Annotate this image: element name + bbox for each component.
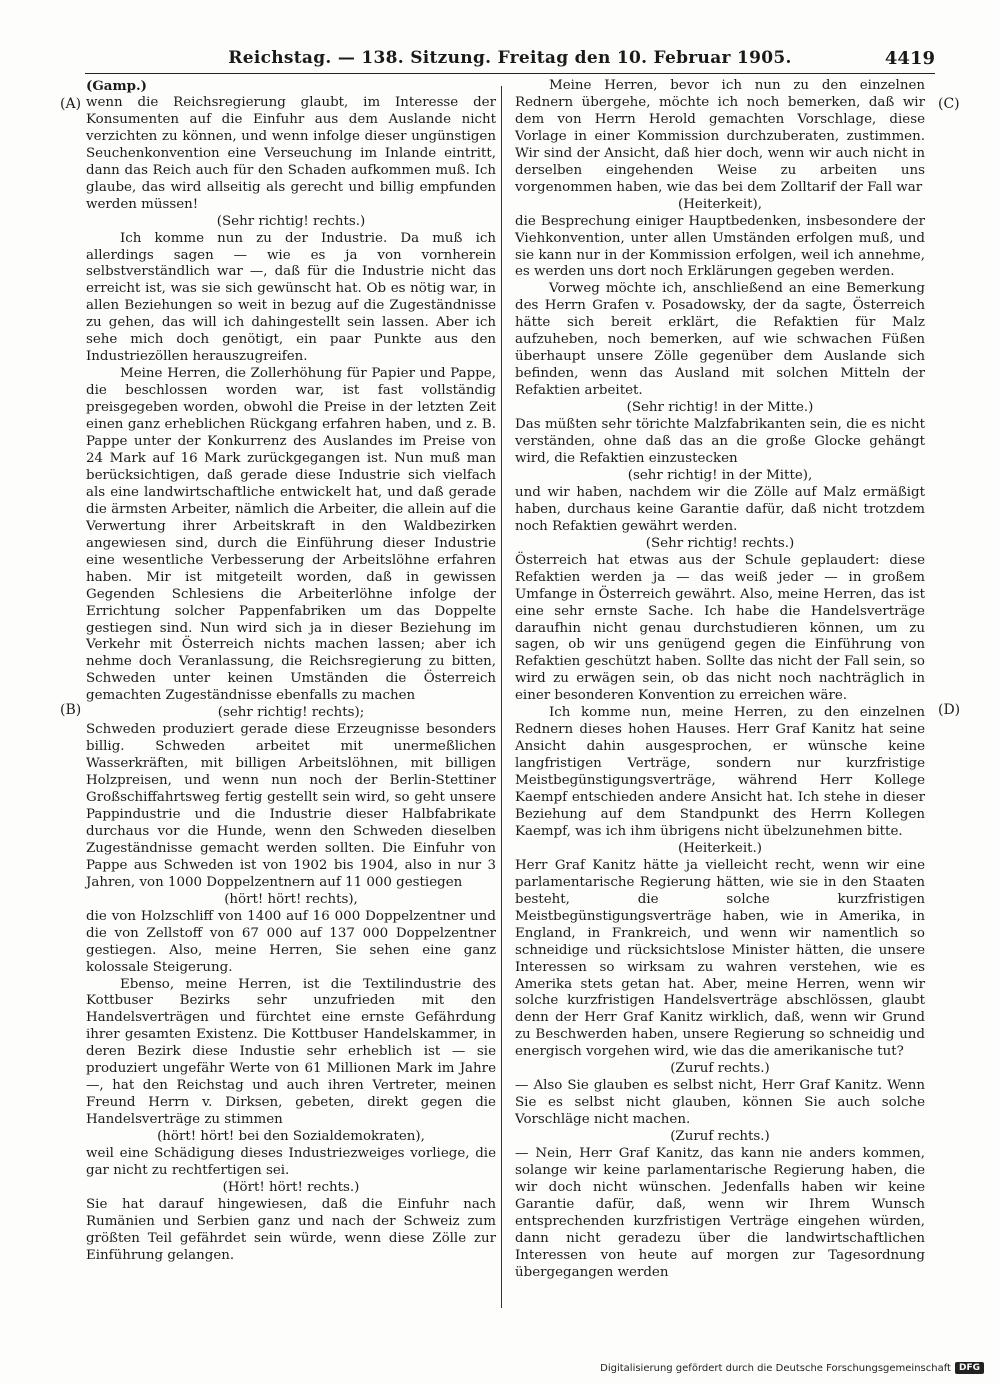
paragraph: weil eine Schädigung dieses Industriezweiges vorliege, die gar nicht zu rechtfertigen sei. [86, 1146, 496, 1178]
interjection: (Sehr richtig! in der Mitte.) [626, 400, 814, 416]
paragraph: und wir haben, nachdem wir die Zölle auf Malz ermäßigt haben, durchaus keine Garantie dafür, daß nicht trotzdem noch Refaktien gewährt werden. [515, 484, 925, 534]
paragraph: wenn die Reichsregierung glaubt, im Interesse der Konsumenten auf die Einfuhr aus dem Auslande nicht verzichten zu können, und wenn infolge dieser ungünstigen Seuchenkonvention eine Verseuchung im Inlande eintritt, dann das Reich auch für den Schaden aufkommen muß. Ich glaube, das wird allseitig als gerecht und billig empfunden werden müssen! [86, 94, 496, 212]
interjection: (Hört! hört! rechts.) [222, 1179, 360, 1195]
page-header [85, 48, 935, 72]
paragraph: Meine Herren, die Zollerhöhung für Papier und Pappe, die beschlossen worden war, ist fast vollständig preisgegeben worden, obwohl die Preise in der letzten Zeit einen ganz erheblichen Rückgang erfahren haben, und z. B. Pappe unter der Konkurrenz des Auslandes im Preise von 24 Mark auf 16 Mark zurückgegangen ist. Nun muß man berücksichtigen, daß gerade diese Industrie sich vielfach als eine landwirtschaftliche entwickelt hat, und daß gerade die ärmsten Arbeiter, nämlich die Arbeiter, die allein auf die Verwertung ihrer Arbeitskraft in den Waldbezirken angewiesen sind, durch die Einführung dieser Industrie eine wesentliche Verbesserung der Arbeitslöhne erfahren haben. Mir ist mitgeteilt worden, daß in gewissen Gegenden Schlesiens die Arbeiterlöhne infolge der Errichtung solcher Pappenfabriken um das Doppelte gestiegen sind. Nun wird sich ja in dieser Beziehung im Verkehr mit Österreich nichts machen lassen; aber ich nehme doch Veranlassung, die Reichsregierung zu bitten, Schweden unter keinen Umständen die Österreich gemachten Zugeständnisse ebenfalls zu machen [86, 366, 496, 704]
margin-marker-c: (C) [938, 96, 960, 112]
interjection: (sehr richtig! in der Mitte), [627, 467, 813, 483]
header-title: Reichstag. — 138. Sitzung. Freitag den 10. Februar 1905. [228, 48, 792, 68]
paragraph: Sie hat darauf hingewiesen, daß die Einfuhr nach Rumänien und Serbien ganz und nach der Schweiz zum größten Teil gefährdet sein würde, wenn diese Zölle zur Einführung gelangen. [86, 1196, 496, 1263]
paragraph: Meine Herren, bevor ich nun zu den einzelnen Rednern übergehe, möchte ich noch bemerken, daß wir dem von Herrn Herold gemachten Vorschlage, diese Vorlage in einer Kommission durchzuberaten, zustimmen. Wir sind der Ansicht, daß hier doch, wenn wir auch nicht in derselben eingehenden Weise zu arbeiten uns vorgenommen haben, wie das bei dem Zolltarif der Fall war [515, 78, 925, 195]
paragraph: Ebenso, meine Herren, ist die Textilindustrie des Kottbuser Bezirks sehr unzufrieden mit den Handelsverträgen und fürchtet eine ernste Gefährdung ihrer gesamten Existenz. Die Kottbuser Handelskammer, in deren Bezirk diese Industie sehr erheblich ist — sie produziert ungefähr Werte von 61 Millionen Mark im Jahre —, hat den Reichstag und auch ihren Vertreter, meinen Freund Herrn v. Dirksen, gebeten, direkt gegen die Handelsverträge zu stimmen [86, 976, 496, 1128]
interjection: (Sehr richtig! rechts.) [645, 535, 795, 551]
interjection: (sehr richtig! rechts); [217, 705, 365, 721]
paragraph: Schweden produziert gerade diese Erzeugnisse besonders billig. Schweden arbeitet mit unermeßlichen Wasserkräften, mit billigen Arbeitslöhnen, mit billigen Holzpreisen, und wenn nun noch der Berlin-Stettiner Großschiffahrtsweg fertig gestellt sein wird, so geht unsere Pappindustrie und die Industrie dieser Halbfabrikate durchaus vor die Hunde, wenn den Schweden dieselben Zugeständnisse gemacht werden sollten. Die Einfuhr von Pappe aus Schweden ist von 1902 bis 1904, also in nur 3 Jahren, von 1000 Doppelzentnern auf 11 000 gestiegen [86, 722, 496, 890]
margin-marker-a: (A) [60, 96, 82, 112]
paragraph: — Nein, Herr Graf Kanitz, das kann nie anders kommen, solange wir keine parlamentarische Regierung haben, die wir doch nicht wünschen. Jedenfalls haben wir keine Garantie dafür, daß, wenn wir Ihrem Wunsch entsprechenden kurzfristigen Verträge eingehen würden, dann nicht geradezu über die landwirtschaftlichen Interessen von heute auf morgen zur Tagesordnung übergegangen werden [515, 1146, 925, 1280]
paragraph: Ich komme nun, meine Herren, zu den einzelnen Rednern dieses hohen Hauses. Herr Graf Kanitz hat seine Ansicht dahin ausgesprochen, er wünsche keine langfristigen Verträge, sondern nur kurzfristige Meistbegünstigungsverträge, während Herr Kollege Kaempf entschieden andere Ansicht hat. Ich stehe in dieser Beziehung auf dem Standpunkt des Herrn Kollegen Kaempf, was ich ihm übrigens nicht übelzunehmen bitte. [515, 705, 925, 839]
paragraph: Das müßten sehr törichte Malzfabrikanten sein, die es nicht verständen, ohne daß das an die große Glocke gehängt wird, die Refaktien einzustecken [515, 417, 925, 466]
speaker-name: (Gamp.) [86, 78, 147, 94]
paragraph: die Besprechung einiger Hauptbedenken, insbesondere der Viehkonvention, unter allen Umständen erfolgen muß, und sie kann nur in der Kommission erfolgen, weil ich annehme, es werden uns dort noch Erklärungen gegeben werden. [515, 213, 925, 280]
header-rule [85, 73, 935, 74]
dfg-logo: DFG [955, 1362, 984, 1374]
left-column [86, 78, 496, 1265]
paragraph: Herr Graf Kanitz hätte ja vielleicht recht, wenn wir eine parlamentarische Regierung hätten, wie sie in den Staaten besteht, die solche kurzfristigen Meistbegünstigungsverträge haben, wie in Amerika, in England, in Frankreich, und wenn wir namentlich so schneidige und rücksichtslose Minister hätten, die unsere Interessen so wirksam zu wahren verstehen, wie es Amerika stets getan hat. Aber, meine Herren, wenn wir solche kurzfristigen Handelsverträge abschlössen, glaubt denn der Herr Graf Kanitz wirklich, daß, wenn wir Grund zu Beschwerden haben, unsere Regierung so schneidig und energisch vorgehen wird, wie das die amerikanische tut? [515, 857, 925, 1060]
paragraph: Ich komme nun zu der Industrie. Da muß ich allerdings sagen — wie es ja von vornherein selbstverständlich war —, daß für die Industrie nicht das erreicht ist, was sie sich gewünscht hat. Ob es nötig war, in allen Beziehungen so weit in bezug auf die Zugeständnisse zu gehen, das will ich dahingestellt sein lassen. Aber ich sehe mich doch genötigt, ein paar Punkte aus den Industriezöllen herauszugreifen. [86, 230, 496, 365]
paragraph: die von Holzschliff von 1400 auf 16 000 Doppelzentner und die von Zellstoff von 67 000 auf 137 000 Doppelzentner gestiegen. Also, meine Herren, Sie sehen eine ganz kolossale Steigerung. [86, 908, 496, 975]
interjection: (Zuruf rechts.) [670, 1129, 770, 1145]
paragraph: Österreich hat etwas aus der Schule geplaudert: diese Refaktien werden ja — das weiß jeder — in großem Umfange in Österreich gewährt. Also, meine Herren, das ist eine sehr ernste Sache. Ich habe die Handelsverträge daraufhin nicht genau durchstudieren können, um zu sagen, ob wir uns genügend gegen die Einführung von Refaktien geschützt haben. Sollte das nicht der Fall sein, so wird zu erwägen sein, ob das nicht noch nachträglich in einer besonderen Konvention zu erreichen wäre. [515, 552, 925, 704]
interjection: (Heiterkeit), [678, 196, 762, 212]
column-divider [501, 86, 502, 1308]
margin-marker-d: (D) [938, 702, 961, 718]
interjection: (Heiterkeit.) [678, 840, 762, 856]
margin-marker-b: (B) [60, 702, 82, 718]
interjection: (Sehr richtig! rechts.) [216, 213, 366, 229]
page-footer [600, 1362, 984, 1374]
right-column [515, 78, 925, 1282]
footer-credit: Digitalisierung gefördert durch die Deutsche Forschungsgemeinschaft [600, 1362, 951, 1374]
paragraph: Vorweg möchte ich, anschließend an eine Bemerkung des Herrn Grafen v. Posadowsky, der da sagte, Österreich hätte sich bereit erklärt, die Refaktien für Malz aufzuheben, noch bemerken, auf wie schwachen Füßen überhaupt unsere Zölle gegenüber dem Auslande sich befinden, wenn das Ausland mit solchen Mitteln der Refaktien arbeitet. [515, 281, 925, 399]
paragraph: — Also Sie glauben es selbst nicht, Herr Graf Kanitz. Wenn Sie es selbst nicht glauben, können Sie auch solche Vorschläge nicht machen. [515, 1078, 925, 1128]
interjection: (Zuruf rechts.) [670, 1061, 770, 1077]
page-number: 4419 [884, 48, 935, 69]
interjection: (hört! hört! rechts), [224, 891, 358, 907]
interjection: (hört! hört! bei den Sozialdemokraten), [157, 1129, 425, 1145]
